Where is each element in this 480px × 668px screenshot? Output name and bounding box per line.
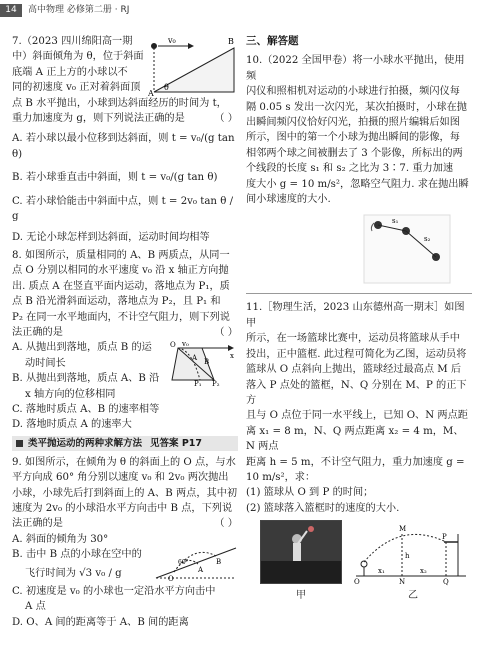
q11-sub-2: (2) 篮球落入篮框时的速度的大小. [246,502,400,514]
q9-label-B: B [216,557,222,566]
q11-line: 投出，正中篮框. 此过程可简化为乙图，运动员将 [246,348,467,360]
square-icon [16,440,23,447]
page-number: 14 [0,4,22,17]
q11-line: 所示，在一场篮球比赛中，运动员将篮球从手中 [246,333,460,345]
q7-line: 中）斜面倾角为 θ，位于斜面 [12,51,144,63]
q10-line: 闪仪和照相机对运动的小球进行拍摄，频闪仪每 [246,86,460,98]
q10-label-s1: s₁ [392,217,399,226]
question-9 [12,455,238,630]
q11-sub-1: (1) 篮球从 O 到 P 的时间； [246,487,374,499]
q9-option-a: A. 斜面的倾角为 30° [12,533,109,545]
q7-line: 底端 A 正上方的小球以不 [12,66,128,78]
q11-label-x1: x₁ [378,567,385,576]
q8-line: 8. 如图所示，质量相同的 A、B 两质点，从同一 [12,249,230,261]
q7-line: 同的初速度 v₀ 正对着斜面顶 [12,82,141,94]
question-11 [246,300,472,606]
q7-option-c: C. 若小球恰能击中斜面中点，则 t = 2v₀ tan θ / g [12,195,234,223]
q8-label-B: B [204,358,210,367]
q8-label-A: A [192,354,198,363]
q9-option-d: D. O、A 间的距离等于 A、B 间的距离 [12,616,189,628]
method-bar [12,436,238,451]
q9-figure [154,540,238,582]
q9-label-A: A [198,565,204,574]
q11-figures [246,520,472,606]
q10-line: 度大小 g = 10 m/s²，忽略空气阻力. 求在抛出瞬 [246,178,469,190]
answer-paren: （ ） [214,518,238,530]
q10-line: 个线段的长度 s₁ 和 s₂ 之比为 3∶7. 重力加速 [246,163,454,175]
q8-figure [168,340,238,386]
q7-label-B: B [228,37,234,46]
q8-option-a: A. 从抛出到落地，质点 B 的运 [12,342,152,354]
q10-label-s2: s₂ [424,235,431,244]
q7-label-theta: θ [164,83,169,92]
q9-option-c-cont: A 点 [25,601,46,613]
right-column [246,34,472,606]
basketball-photo [260,520,342,584]
q11-label-P: P [442,533,447,542]
q7-label-A: A [148,89,154,96]
q9-line: 小球，小球先后打到斜面上的 A、B 两点，其中初 [12,487,238,499]
section-title: 三、解答题 [246,35,299,47]
q8-line: 法正确的是 （ ） [12,325,238,340]
question-7 [12,34,238,246]
caption-jia: 甲 [296,590,306,602]
q8-label-P1: P₁ [194,380,202,387]
q11-diagram [350,520,470,586]
q10-line: 所示，图中的第一个小球为抛出瞬间的影像，每 [246,132,460,144]
page-header [0,0,480,22]
q9-line: 9. 如图所示，在倾角为 θ 的斜面上的 O 点，与水 [12,456,236,468]
q9-label-angle: 60° [178,558,189,566]
q9-line: 速度为 2v₀ 的小球沿水平方向击中 B 点，下列说 [12,502,233,514]
left-column [12,34,238,630]
q8-line: 点 B 沿光滑斜面运动，落地点为 P₂，且 P₁ 和 [12,296,221,308]
q7-line: 点 B 水平抛出，小球到达斜面经历的时间为 t， [12,97,227,109]
q10-figure [246,209,472,287]
q11-line: 落入 P 点处的篮框，N、Q 分别在 M、P 的正下方 [246,379,467,406]
q11-label-O: O [354,578,360,587]
q8-option-a-cont: 动时间长 [25,357,66,369]
answer-paren: （ ） [214,113,238,125]
q9-option-b: B. 击中 B 点的小球在空中的 [12,549,142,561]
caption-yi: 乙 [408,590,418,602]
q9-line: 法正确的是 （ ） [12,516,238,531]
basketball-photo-art [261,521,341,583]
q8-option-d: D. 落地时质点 A 的速率大 [12,419,132,431]
q11-label-h: h [405,552,410,561]
q8-option-c: C. 落地时质点 A、B 的速率相等 [12,403,160,415]
q11-label-N: N [399,578,406,587]
q9-option-c: C. 初速度是 v₀ 的小球也一定沿水平方向击中 [12,586,216,597]
method-bar-ref: 见答案 P17 [150,437,203,449]
q7-figure [148,34,238,96]
question-10 [246,53,472,287]
q10-line: 相邻两个球之间被删去了 3 个影像，所标出的两 [246,147,463,159]
q11-label-Q: Q [443,578,449,587]
q11-line: 离 x₁ = 8 m，N、Q 两点距离 x₂ = 4 m，M、N 两点 [246,425,464,453]
q11-line: 篮球从 O 点斜向上抛出，篮球经过最高点 M 后 [246,364,462,376]
q11-line: 距离 h = 5 m，不计空气阻力，重力加速度 g = [246,456,465,468]
q8-label-x: x [230,352,234,361]
q8-option-b-cont: x 轴方向的位移相同 [25,388,116,400]
q10-line: 间小球速度的大小. [246,194,331,206]
q9-label-O: O [168,574,174,582]
q10-line: 隔 0.05 s 发出一次闪光，某次拍摄时，小球在抛 [246,101,467,113]
q7-option-b: B. 若小球垂直击中斜面，则 t = v₀/(g tan θ) [12,172,218,184]
q7-label-v0: v₀ [168,36,176,45]
question-8 [12,248,238,433]
method-bar-title: 类平抛运动的两种求解方法 [28,437,143,449]
q11-line: 11.［物理生活，2023 山东德州高一期末］如图甲 [246,302,465,329]
q9-line: 平方向成 60° 角分别以速度 v₀ 和 2v₀ 两次抛出 [12,472,229,484]
q7-option-d: D. 无论小球怎样到达斜面，运动时间均相等 [12,232,210,244]
q8-line: P₂ 在同一水平地面内，不计空气阻力，则下列说 [12,311,230,323]
running-title: 高中物理 必修第二册 · RJ [28,5,130,15]
q8-line: 出. 质点 A 在竖直平面内运动，落地点为 P₁，质 [12,280,230,292]
q11-label-x2: x₂ [420,567,427,576]
q7-option-a: A. 若小球以最小位移到达斜面，则 t = v₀/(g tan θ) [12,133,235,160]
answer-paren: （ ） [214,326,238,338]
q11-line: 10 m/s²，求： [246,471,316,483]
q8-label-O: O [170,341,176,350]
q7-line: 重力加速度为 g，则下列说法正确的是 （ ） [12,111,238,126]
q10-line: 10.（2022 全国甲卷）将一小球水平抛出，使用频 [246,55,465,82]
q8-option-b: B. 从抛出到落地，质点 A、B 沿 [12,373,160,385]
q8-label-v0: v₀ [182,340,189,349]
q8-label-P2: P₂ [212,380,220,387]
q10-line: 出瞬间频闪仪恰好闪光，拍摄的照片编辑后如图 [246,117,460,129]
q11-line: 且与 O 点位于同一水平线上，已知 O、N 两点距 [246,410,468,422]
q8-line: 点 O 分别以相同的水平速度 v₀ 沿 x 轴正方向抛 [12,265,229,277]
q9-option-b-cont: 飞行时间为 √3 v₀ / g [25,567,122,579]
q11-label-M: M [399,525,407,534]
divider [246,293,472,294]
q7-line: 7.（2023 四川绵阳高一期 [12,36,133,47]
